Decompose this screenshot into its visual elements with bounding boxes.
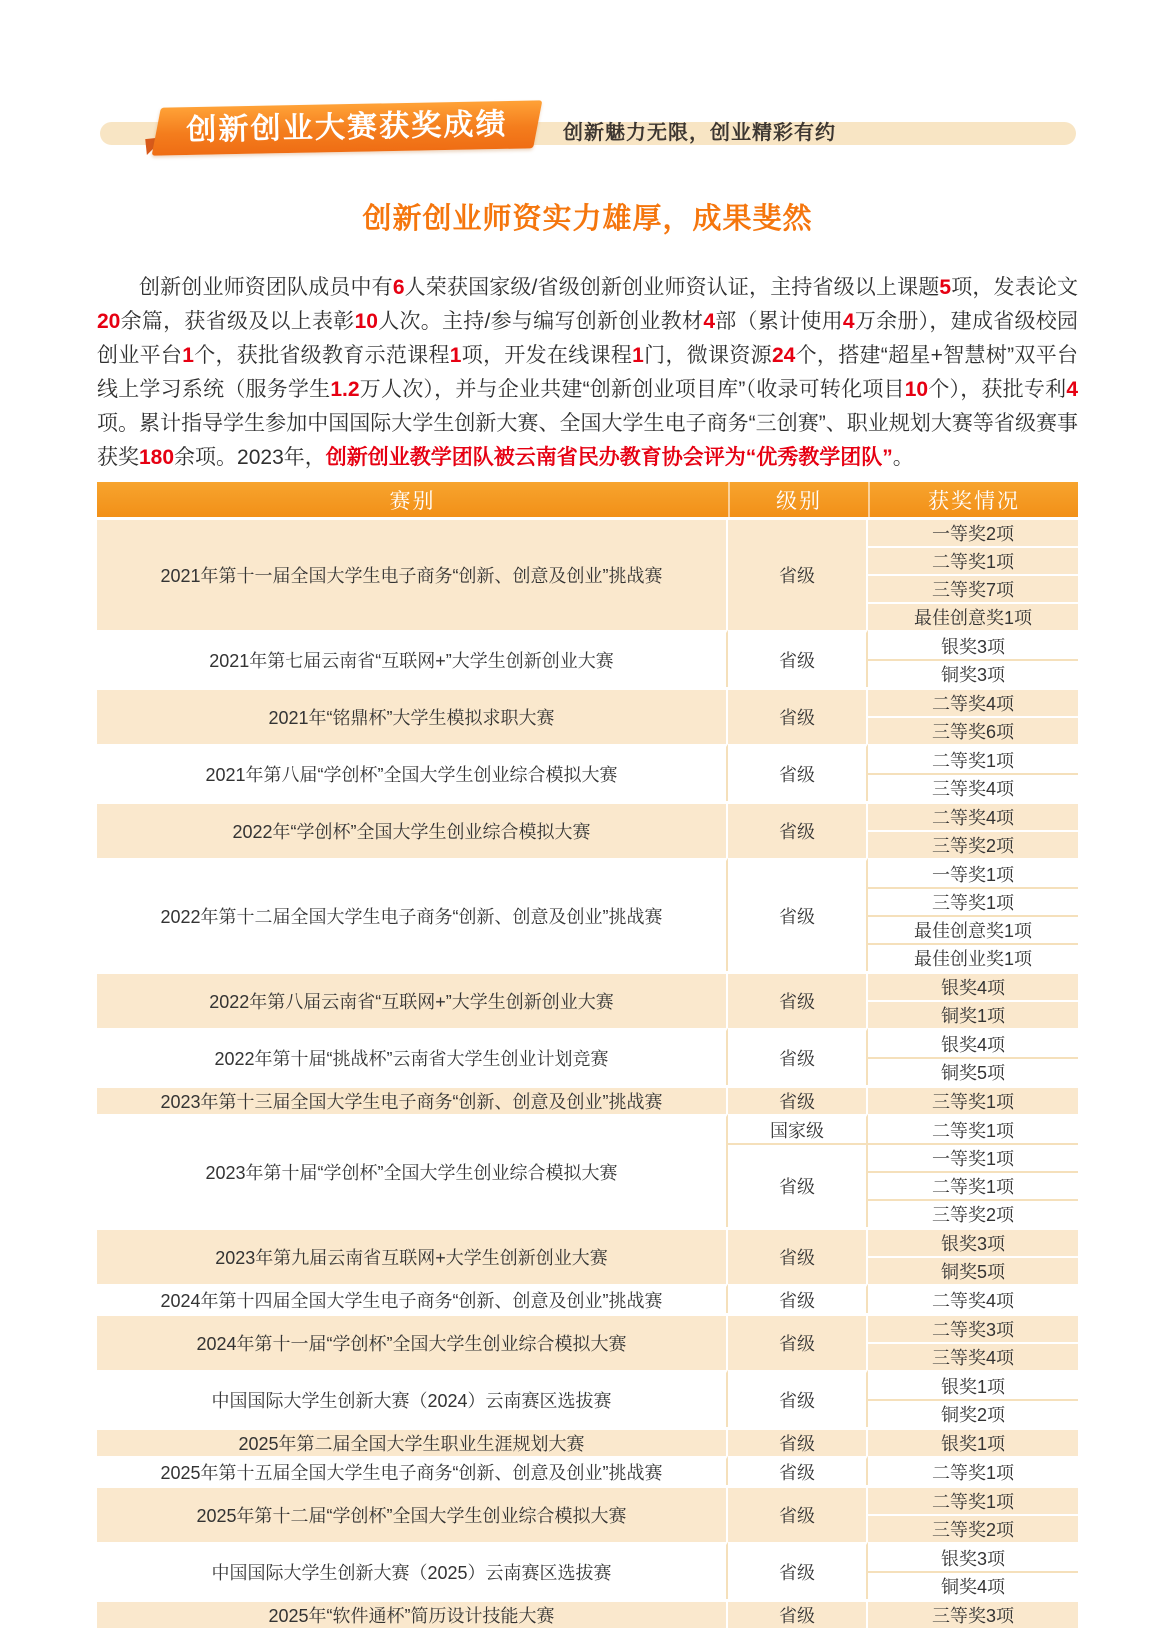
award-cell: 银奖4项 <box>868 971 1078 1002</box>
competition-cell: 2021年第七届云南省“互联网+”大学生创新创业大赛 <box>97 630 728 687</box>
award-cell: 铜奖5项 <box>868 1258 1078 1284</box>
table-row <box>97 1227 1078 1258</box>
level-cell: 省级 <box>728 1284 868 1313</box>
level-cell: 省级 <box>728 744 868 801</box>
award-cell: 银奖3项 <box>868 630 1078 661</box>
competition-cell: 2023年第十三届全国大学生电子商务“创新、创意及创业”挑战赛 <box>97 1085 728 1114</box>
award-cell: 二等奖1项 <box>868 548 1078 576</box>
competition-cell: 中国国际大学生创新大赛（2024）云南赛区选拔赛 <box>97 1370 728 1427</box>
intro-highlight: 4 <box>703 310 716 333</box>
award-cell: 铜奖2项 <box>868 1401 1078 1427</box>
intro-text: 。 <box>892 446 914 469</box>
table-row <box>97 1028 1078 1059</box>
intro-highlight: 5 <box>939 276 952 299</box>
table-row <box>97 1485 1078 1516</box>
intro-text: 人次。主持/参与编写创新创业教材 <box>377 310 704 333</box>
award-cell: 银奖3项 <box>868 1227 1078 1258</box>
competition-cell: 2025年第十五届全国大学生电子商务“创新、创意及创业”挑战赛 <box>97 1456 728 1485</box>
table-row <box>97 687 1078 718</box>
award-cell: 铜奖4项 <box>868 1573 1078 1599</box>
level-cell: 省级 <box>728 1085 868 1114</box>
level-cell: 省级 <box>728 1227 868 1284</box>
table-row <box>97 1085 1078 1114</box>
table-row <box>97 1313 1078 1344</box>
intro-highlight: 180 <box>139 446 175 469</box>
level-cell: 省级 <box>728 1427 868 1456</box>
level-cell: 省级 <box>728 858 868 971</box>
table-row <box>97 801 1078 832</box>
award-cell: 一等奖2项 <box>868 517 1078 548</box>
competition-cell: 2025年第二届全国大学生职业生涯规划大赛 <box>97 1427 728 1456</box>
intro-text: 余篇，获省级及以上表彰 <box>120 310 355 333</box>
award-cell: 三等奖1项 <box>868 889 1078 917</box>
intro-text: 个，获批省级教育示范课程 <box>193 344 450 367</box>
header-level: 级别 <box>728 482 868 517</box>
competition-cell: 2022年第十届“挑战杯”云南省大学生创业计划竞赛 <box>97 1028 728 1085</box>
competition-cell: 2024年第十一届“学创杯”全国大学生创业综合模拟大赛 <box>97 1313 728 1370</box>
award-cell: 三等奖4项 <box>868 775 1078 801</box>
table-header-row <box>97 482 1078 517</box>
table-row <box>97 1542 1078 1573</box>
intro-text: 门，微课资源 <box>643 344 772 367</box>
intro-highlight: 4 <box>1066 378 1079 401</box>
award-cell: 一等奖1项 <box>868 1145 1078 1173</box>
banner-ribbon-label: 创新创业大赛获奖成绩 <box>186 108 508 148</box>
intro-highlight: 1 <box>449 344 462 367</box>
table-row <box>97 1456 1078 1485</box>
award-cell: 三等奖4项 <box>868 1344 1078 1370</box>
award-cell: 银奖1项 <box>868 1370 1078 1401</box>
intro-highlight: 1 <box>632 344 644 367</box>
table-row <box>97 744 1078 775</box>
award-cell: 最佳创业奖1项 <box>868 945 1078 971</box>
level-cell: 省级 <box>728 517 868 630</box>
level-cell: 省级 <box>728 1599 868 1628</box>
intro-text: 项。累计指导学生参加中国国际大学生创新大赛、全国大学生电子商务“三创赛”、职业规划大赛等省级赛事获奖 <box>97 412 1078 469</box>
award-cell: 三等奖2项 <box>868 1516 1078 1542</box>
award-cell: 银奖3项 <box>868 1542 1078 1573</box>
award-cell: 三等奖7项 <box>868 576 1078 604</box>
competition-cell: 2024年第十四届全国大学生电子商务“创新、创意及创业”挑战赛 <box>97 1284 728 1313</box>
competition-cell: 2022年第十二届全国大学生电子商务“创新、创意及创业”挑战赛 <box>97 858 728 971</box>
award-cell: 最佳创意奖1项 <box>868 917 1078 945</box>
competition-cell: 2022年第八届云南省“互联网+”大学生创新创业大赛 <box>97 971 728 1028</box>
level-cell: 省级 <box>728 1485 868 1542</box>
award-cell: 二等奖4项 <box>868 1284 1078 1313</box>
table-row <box>97 971 1078 1002</box>
competition-cell: 2021年“铭鼎杯”大学生模拟求职大赛 <box>97 687 728 744</box>
award-cell: 二等奖1项 <box>868 1173 1078 1201</box>
award-cell: 二等奖4项 <box>868 801 1078 832</box>
award-cell: 二等奖1项 <box>868 1456 1078 1485</box>
intro-highlight: 10 <box>354 310 378 333</box>
table-row <box>97 630 1078 661</box>
award-cell: 银奖4项 <box>868 1028 1078 1059</box>
intro-text: 个），获批专利 <box>928 378 1067 401</box>
table-row <box>97 1284 1078 1313</box>
competition-cell: 2025年第十二届“学创杯”全国大学生创业综合模拟大赛 <box>97 1485 728 1542</box>
level-cell: 省级 <box>728 971 868 1028</box>
intro-highlight: 6 <box>392 276 405 299</box>
intro-highlight: 1 <box>182 344 194 367</box>
award-cell: 二等奖1项 <box>868 744 1078 775</box>
intro-text: 项，发表论文 <box>951 276 1078 299</box>
table-row <box>97 517 1078 548</box>
awards-table <box>97 482 1078 1628</box>
intro-highlight: 20 <box>97 310 121 333</box>
header-competition: 赛别 <box>97 482 728 517</box>
competition-cell: 2022年“学创杯”全国大学生创业综合模拟大赛 <box>97 801 728 858</box>
level-cell: 省级 <box>728 630 868 687</box>
award-cell: 银奖1项 <box>868 1427 1078 1456</box>
table-row <box>97 1427 1078 1456</box>
award-cell: 三等奖2项 <box>868 1201 1078 1227</box>
level-cell: 省级 <box>728 1313 868 1370</box>
intro-text: 个，搭建“超星+智慧树”双平台线上学习系统（服务学生 <box>97 344 1079 401</box>
table-row <box>97 1599 1078 1628</box>
intro-highlight: 10 <box>904 378 929 401</box>
award-cell: 铜奖3项 <box>868 661 1078 687</box>
intro-paragraph <box>97 271 1078 475</box>
competition-cell: 2021年第十一届全国大学生电子商务“创新、创意及创业”挑战赛 <box>97 517 728 630</box>
level-cell: 省级 <box>728 1370 868 1427</box>
level-cell: 省级 <box>728 687 868 744</box>
award-cell: 三等奖2项 <box>868 832 1078 858</box>
level-cell: 国家级 <box>728 1114 868 1145</box>
awards-table-body <box>97 517 1078 1628</box>
award-cell: 三等奖3项 <box>868 1599 1078 1628</box>
table-row <box>97 1114 1078 1145</box>
award-cell: 一等奖1项 <box>868 858 1078 889</box>
intro-text: 余项。2023年， <box>174 446 326 469</box>
competition-cell: 中国国际大学生创新大赛（2025）云南赛区选拔赛 <box>97 1542 728 1599</box>
banner-ribbon <box>152 100 543 155</box>
table-row <box>97 858 1078 889</box>
intro-text: 部（累计使用 <box>715 310 843 333</box>
level-cell: 省级 <box>728 1542 868 1599</box>
level-cell: 省级 <box>728 1028 868 1085</box>
intro-text: 项，开发在线课程 <box>461 344 633 367</box>
table-row <box>97 1370 1078 1401</box>
award-cell: 二等奖1项 <box>868 1485 1078 1516</box>
award-cell: 最佳创意奖1项 <box>868 604 1078 630</box>
award-cell: 铜奖5项 <box>868 1059 1078 1085</box>
competition-cell: 2021年第八届“学创杯”全国大学生创业综合模拟大赛 <box>97 744 728 801</box>
award-cell: 二等奖3项 <box>868 1313 1078 1344</box>
competition-cell: 2025年“软件通杯”简历设计技能大赛 <box>97 1599 728 1628</box>
award-cell: 二等奖4项 <box>868 687 1078 718</box>
level-cell: 省级 <box>728 801 868 858</box>
intro-text: 人荣获国家级/省级创新创业师资认证，主持省级以上课题 <box>404 276 940 299</box>
award-cell: 三等奖6项 <box>868 718 1078 744</box>
banner-tagline: 创新魅力无限，创业精彩有约 <box>563 122 836 144</box>
section-title: 创新创业师资实力雄厚，成果斐然 <box>362 203 813 235</box>
award-cell: 二等奖1项 <box>868 1114 1078 1145</box>
intro-highlight: 4 <box>842 310 855 333</box>
award-cell: 三等奖1项 <box>868 1085 1078 1114</box>
award-cell: 铜奖1项 <box>868 1002 1078 1028</box>
intro-text: 创新创业师资团队成员中有 <box>139 276 393 299</box>
intro-text: 万余册），建成省级校园创业平台 <box>97 310 1079 367</box>
competition-cell: 2023年第十届“学创杯”全国大学生创业综合模拟大赛 <box>97 1114 728 1227</box>
intro-highlight: 24 <box>771 344 796 367</box>
competition-cell: 2023年第九届云南省互联网+大学生创新创业大赛 <box>97 1227 728 1284</box>
intro-highlight: 创新创业教学团队被云南省民办教育协会评为“优秀教学团队” <box>325 446 893 469</box>
intro-text: 万人次），并与企业共建“创新创业项目库”（收录可转化项目 <box>359 378 905 401</box>
intro-highlight: 1.2 <box>330 378 360 401</box>
level-cell: 省级 <box>728 1456 868 1485</box>
level-cell: 省级 <box>728 1145 868 1227</box>
header-awards: 获奖情况 <box>868 482 1078 517</box>
